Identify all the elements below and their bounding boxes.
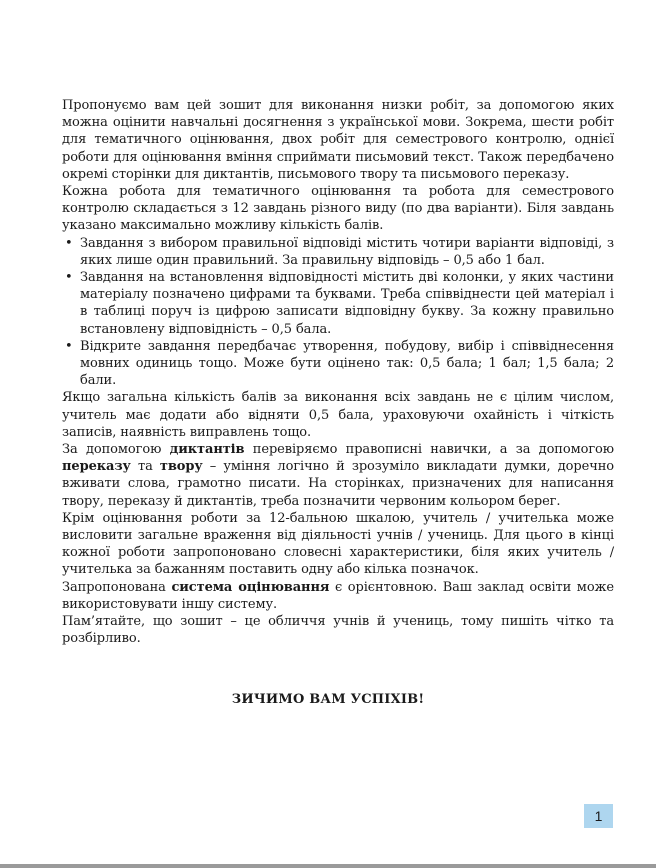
bullet-open-task: • Відкрите завдання передбачає утворення, побудову, вибір і співвіднесення мовних одиниць тощо. Може бути оцінено так: 0,5 бала; 1 бал; 1,5 бала; 2 бали. bbox=[62, 338, 614, 390]
system-paragraph: Запропонована система оцінювання є орієнтовною. Ваш заклад освіти може використовувати іншу систему. bbox=[62, 579, 614, 612]
grading-paragraph: Крім оцінювання роботи за 12-бальною шкалою, учитель / учителька може висловити загальне враження від діяльності учнів / учениць. Для цього в кінці кожної роботи запропоновано словесні характеристики, біля яких учитель / учителька за бажанням поставить одну або кілька позначок. bbox=[62, 510, 614, 578]
page-number: 1 bbox=[584, 804, 613, 828]
body-text bbox=[62, 97, 614, 648]
intro-paragraph: Пропонуємо вам цей зошит для виконання низки робіт, за допомогою яких можна оцінити навчальні досягнення з української мови. Зокрема, шести робіт для тематичного оцінювання, двох робіт для семестрового контролю, однієї роботи для оцінювання вміння сприймати письмовий текст. Також передбачено окремі сторінки для диктантів, письмового твору та письмового переказу. bbox=[62, 98, 614, 182]
bullet-matching: • Завдання на встановлення відповідності містить дві колонки, у яких частини матеріалу позначено цифрами та буквами. Треба співвіднести цей матеріал і в таблиці поруч із цифрою записати відповідну букву. За кожну правильно встановлену відповідність – 0,5 бала. bbox=[62, 269, 614, 338]
retelling-bold: переказу bbox=[62, 459, 131, 475]
system-bold: система оцінювання bbox=[171, 579, 330, 595]
dictation-paragraph: За допомогою диктантів перевіряємо правописні навички, а за допомогою переказу та твору – уміння логічно й зрозуміло викладати думки, доречно вживати слова, грамотно писати. На сторінках, призначених для написання твору, переказу й диктантів, треба позначити червоним кольором берег. bbox=[62, 442, 614, 509]
structure-paragraph: Кожна робота для тематичного оцінювання та робота для семестрового контролю складається з 12 завдань різного виду (по два варіанти). Біля завдань указано максимально можливу кількість балів. bbox=[62, 184, 614, 234]
dictation-bold: диктантів bbox=[169, 442, 245, 458]
bullet-multiple-choice: • Завдання з вибором правильної відповіді містить чотири варіанти відповіді, з яких лише один правильний. За правильну відповідь – 0,5 або 1 бал. bbox=[62, 235, 614, 269]
score-rounding-paragraph: Якщо загальна кількість балів за виконання всіх завдань не є цілим числом, учитель має додати або відняти 0,5 бала, ураховуючи охайність і чіткість записів, наявність виправлень тощо. bbox=[62, 390, 614, 440]
reminder-paragraph: Пам’ятайте, що зошит – це обличчя учнів й учениць, тому пишіть чітко та розбірливо. bbox=[62, 614, 614, 647]
essay-bold: твору bbox=[159, 459, 203, 475]
closing-line: ЗИЧИМО ВАМ УСПІХІВ! bbox=[231, 692, 425, 707]
bottom-divider bbox=[0, 864, 656, 868]
